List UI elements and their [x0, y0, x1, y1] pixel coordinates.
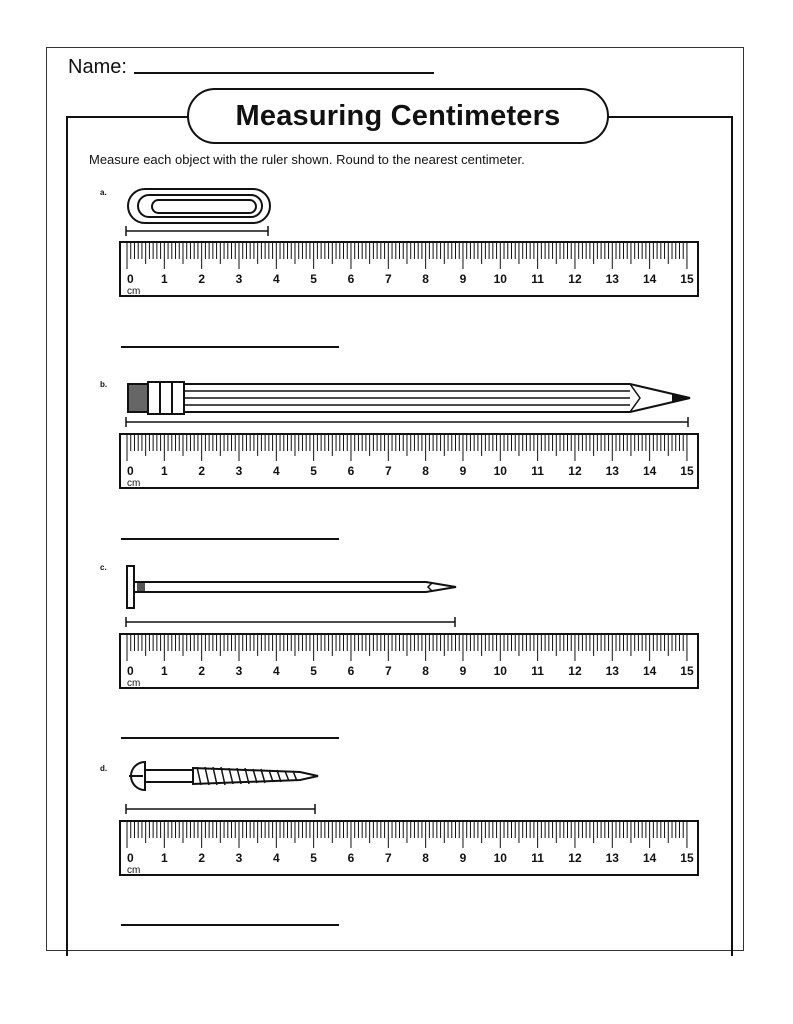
ruler-number: 13: [605, 272, 619, 286]
ruler-number: 8: [422, 664, 429, 678]
ruler-number: 0: [127, 851, 134, 865]
ruler-number: 11: [531, 664, 544, 678]
ruler-number: 0: [127, 272, 134, 286]
ruler-number: 14: [642, 851, 657, 865]
problem-letter: d.: [100, 764, 108, 773]
ruler-number: 12: [568, 851, 582, 865]
ruler-number: 1: [160, 464, 168, 478]
ruler-number: 9: [459, 272, 467, 286]
problem-letter: c.: [100, 563, 107, 572]
ruler-number: 5: [310, 464, 317, 478]
ruler-unit-label: cm: [127, 286, 141, 297]
answer-line[interactable]: [121, 924, 339, 926]
ruler-number: 1: [160, 851, 168, 865]
ruler-number: 12: [568, 272, 582, 286]
ruler-number: 1: [160, 664, 168, 678]
ruler-number: 3: [235, 464, 243, 478]
ruler-number: 0: [127, 664, 134, 678]
ruler-number: 11: [531, 464, 544, 478]
ruler-number: 10: [493, 464, 507, 478]
ruler-number: 11: [531, 851, 544, 865]
ruler-number: 12: [568, 664, 582, 678]
ruler-number: 3: [235, 664, 243, 678]
ruler-number: 6: [347, 464, 355, 478]
ruler-number: 4: [272, 464, 280, 478]
problem-letter: b.: [100, 380, 108, 389]
ruler-number: 4: [272, 851, 280, 865]
ruler-number: 2: [198, 664, 206, 678]
ruler-number: 9: [459, 464, 467, 478]
ruler-number: 12: [568, 464, 582, 478]
ruler-number: 7: [384, 464, 392, 478]
instructions: Measure each object with the ruler shown. Round to the nearest centimeter.: [89, 152, 525, 167]
ruler-number: 0: [127, 464, 134, 478]
ruler-number: 15: [680, 664, 694, 678]
ruler-number: 5: [310, 272, 317, 286]
ruler-unit-label: cm: [127, 678, 141, 689]
ruler-number: 13: [605, 464, 619, 478]
ruler-number: 6: [347, 851, 355, 865]
ruler-number: 7: [384, 664, 392, 678]
ruler-number: 2: [198, 851, 206, 865]
ruler-number: 4: [272, 272, 280, 286]
ruler-unit-label: cm: [127, 865, 141, 876]
ruler-number: 2: [198, 464, 206, 478]
ruler-number: 8: [422, 464, 429, 478]
ruler-number: 14: [642, 272, 657, 286]
problem-letter: a.: [100, 188, 107, 197]
ruler-number: 15: [680, 851, 694, 865]
ruler-number: 7: [384, 851, 392, 865]
ruler-number: 5: [310, 851, 317, 865]
ruler-number: 8: [422, 851, 429, 865]
ruler-graphic: [119, 820, 699, 876]
ruler-number: 9: [459, 851, 467, 865]
ruler-unit-label: cm: [127, 478, 141, 489]
ruler-number: 7: [384, 272, 392, 286]
ruler-number: 2: [198, 272, 206, 286]
ruler-number: 1: [160, 272, 168, 286]
ruler: [119, 820, 699, 876]
ruler-number: 8: [422, 272, 429, 286]
ruler-number: 9: [459, 664, 467, 678]
ruler-number: 13: [605, 664, 619, 678]
name-label: Name:: [68, 56, 127, 78]
ruler-number: 14: [642, 464, 657, 478]
ruler-number: 4: [272, 664, 280, 678]
ruler-number: 5: [310, 664, 317, 678]
page-title: Measuring Centimeters: [235, 99, 561, 132]
ruler-number: 10: [493, 664, 507, 678]
ruler-number: 6: [347, 272, 355, 286]
ruler-number: 6: [347, 664, 355, 678]
ruler-number: 13: [605, 851, 619, 865]
ruler-number: 3: [235, 272, 243, 286]
ruler-number: 10: [493, 272, 507, 286]
ruler-number: 10: [493, 851, 507, 865]
ruler-number: 14: [642, 664, 657, 678]
ruler-body: [120, 821, 698, 875]
ruler-number: 15: [680, 464, 694, 478]
ruler-number: 15: [680, 272, 694, 286]
ruler-number: 11: [531, 272, 544, 286]
ruler-number: 3: [235, 851, 243, 865]
